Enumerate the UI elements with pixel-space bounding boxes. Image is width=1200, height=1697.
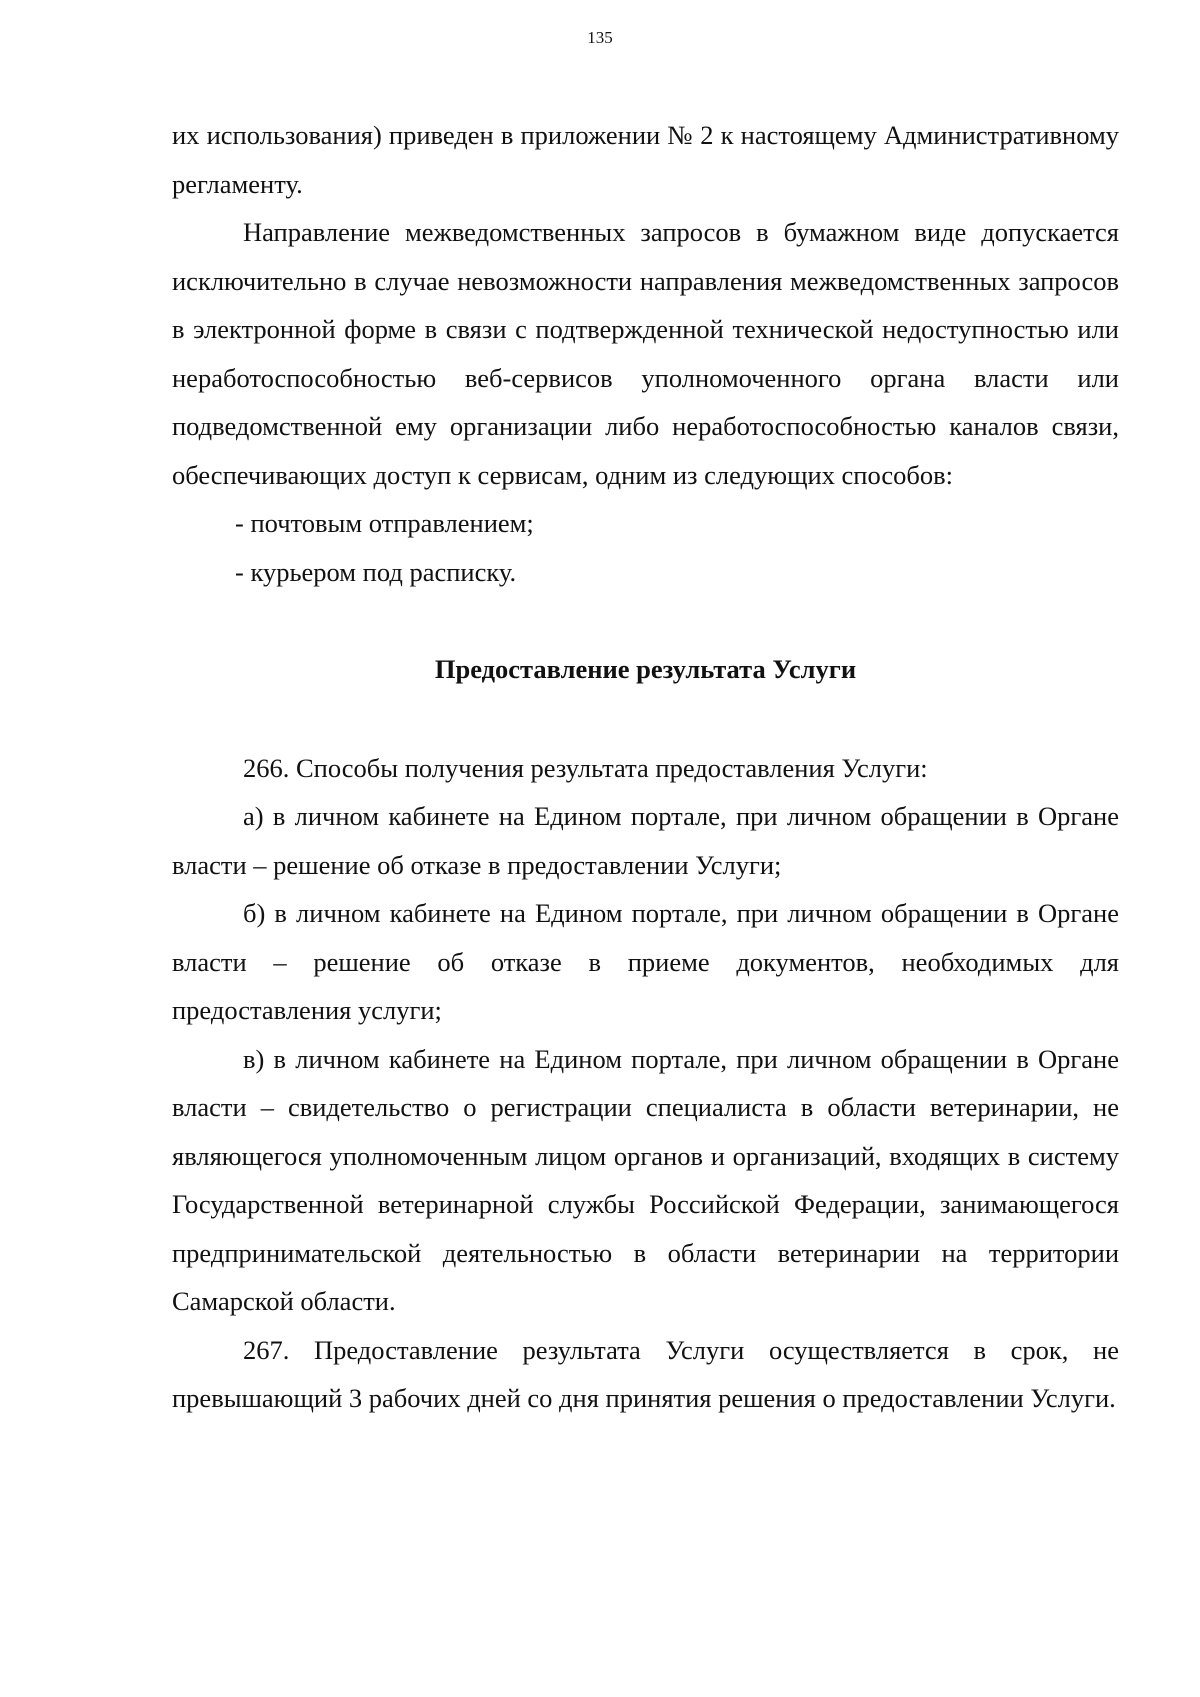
paragraph-267: 267. Предоставление результата Услуги осуществляется в срок, не превышающий 3 рабочих дней со дня принятия решения о предоставлении Услуги. bbox=[172, 1334, 1119, 1413]
paragraph-266-a: а) в личном кабинете на Едином портале, при личном обращении в Органе власти – решение об отказе в предоставлении Услуги; bbox=[172, 801, 1119, 880]
document-body bbox=[172, 111, 1119, 1423]
paragraph-continuation: их использования) приведен в приложении № 2 к настоящему Административному регламенту. bbox=[172, 120, 1119, 199]
list-item-postal: - почтовым отправлением; bbox=[235, 508, 534, 538]
list-item-courier: - курьером под расписку. bbox=[235, 556, 517, 587]
paragraph-266: 266. Способы получения результата предоставления Услуги: bbox=[243, 752, 928, 783]
section-heading: Предоставление результата Услуги bbox=[434, 654, 857, 684]
paragraph-266-v: в) в личном кабинете на Едином портале, при личном обращении в Органе власти – свидетельство о регистрации специалиста в области ветеринарии, не являющегося уполномоченным лицом органов и организаций, входящих в систему Государственной ветеринарной службы Российской Федерации, занимающегося предпринимательской деятельностью в области ветеринарии на территории Самарской области. bbox=[172, 1043, 1119, 1316]
page-number: 135 bbox=[587, 28, 613, 47]
paragraph-paper-requests: Направление межведомственных запросов в бумажном виде допускается исключительно в случае невозможности направления межведомственных запросов в электронной форме в связи с подтвержденной технической недоступностью или неработоспособностью веб-сервисов уполномоченного органа власти или подведомственной ему организации либо неработоспособностью каналов связи, обеспечивающих доступ к сервисам, одним из следующих способов: bbox=[172, 217, 1119, 490]
paragraph-266-b: б) в личном кабинете на Едином портале, при личном обращении в Органе власти – решение об отказе в приеме документов, необходимых для предоставления услуги; bbox=[172, 898, 1119, 1025]
